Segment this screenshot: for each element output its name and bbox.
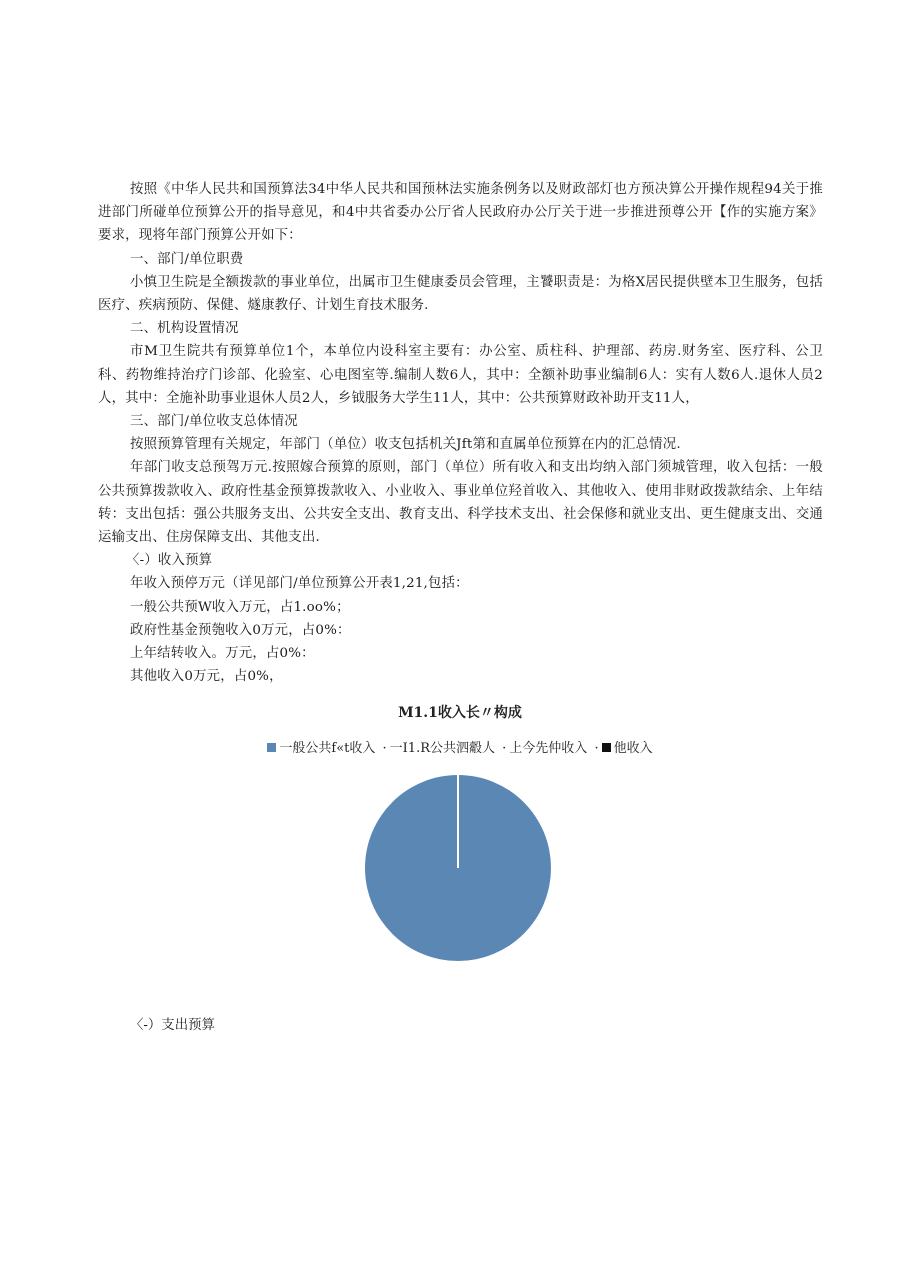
section-2-heading: 二、机构设置情况 [130,321,239,337]
legend-label-fund: 一I1.R公共泗觳人 [389,741,495,756]
legend-label-general: 一般公共f«t收入 [279,741,376,756]
document-body [98,178,823,688]
intro-paragraph: 按照《中华人民共和国预算法34中华人民共和国预林法实施条例务以及财政部灯也方预决算公开操作规程94关于推进部门所碰单位预算公开的指导意见，和4中共省委办公厅省人民政府办公厅关于进一步推进预尊公开【作的实施方案》要求，现将年部门预算公开如下： [98,182,823,244]
section-3-paragraph-2: 年部门收支总预驾万元.按照嫁合预算的原则，部门（单位）所有收入和支出均纳入部门须城管理，收入包括：一般公共预算拨款收入、政府性基金预算拨款收入、小业收入、事业单位羟首收入、其他收入、使用非财政拨款结余、上年结转：支出包括：强公共服务支出、公共安全支出、教育支出、科学技术支出、社会保修和就业支出、更生健康支出、交通运输支出、住房保障支出、其他支出. [98,460,823,546]
income-budget-heading: 〈-）收入预算 [126,553,213,569]
legend-separator: · [382,741,387,756]
legend-label-carryover: 上今先仲收入 [509,741,588,756]
expenditure-budget-heading: 〈-）支出预算 [130,1018,215,1033]
section-3-paragraph-1: 按照预算管理有关规定，年部门（单位）收支包括机关Jft第和直属单位预算在内的汇总情况. [130,437,681,453]
section-3-heading: 三、部门/单位收支总体情况 [130,414,298,430]
section-2-body: 市M卫生院共有预算单位1个，本单位内设科室主要有：办公室、质柱科、护理部、药房.财务室、医疗科、公卫科、药物维持治疗门诊部、化验室、心电图室等.编制人数6人，其中：全额补助事业编制6人：实有人数6人.退休人员2人，其中：全施补助事业退休人员2人，乡钺服务大学生11人，其中：公共预算财政补助开支11人， [98,344,823,406]
legend-swatch-general [267,743,276,752]
income-line-general: 一般公共预W收入万元，占1.oo%； [130,599,350,615]
legend-separator: · [502,741,507,756]
income-line-carryover: 上年结转收入。万元，占0%： [130,646,315,662]
income-pie-chart [363,773,553,963]
chart-title: M1.1收入长〃构成 [398,705,522,721]
legend-label-other: 他收入 [613,741,653,756]
income-line-fund: 政府性基金预匏收入0万元，占0%： [130,622,351,638]
chart-legend [0,737,920,756]
income-line-total: 年收入预停万元（详见部门/单位预算公开表1,21,包括： [130,576,469,592]
income-line-other: 其他收入0万元，占0%， [130,669,283,685]
legend-swatch-other [602,743,611,752]
section-1-body: 小慎卫生院是全额拨款的事业单位，出属市卫生健康委员会管理，主饕职责是：为格X居民提供壁本卫生服务，包括医疗、疾病预防、保健、燧康教仔、计划生育技术服务. [98,274,823,314]
legend-separator: · [594,741,599,756]
section-1-heading: 一、部门/单位职费 [130,251,244,267]
